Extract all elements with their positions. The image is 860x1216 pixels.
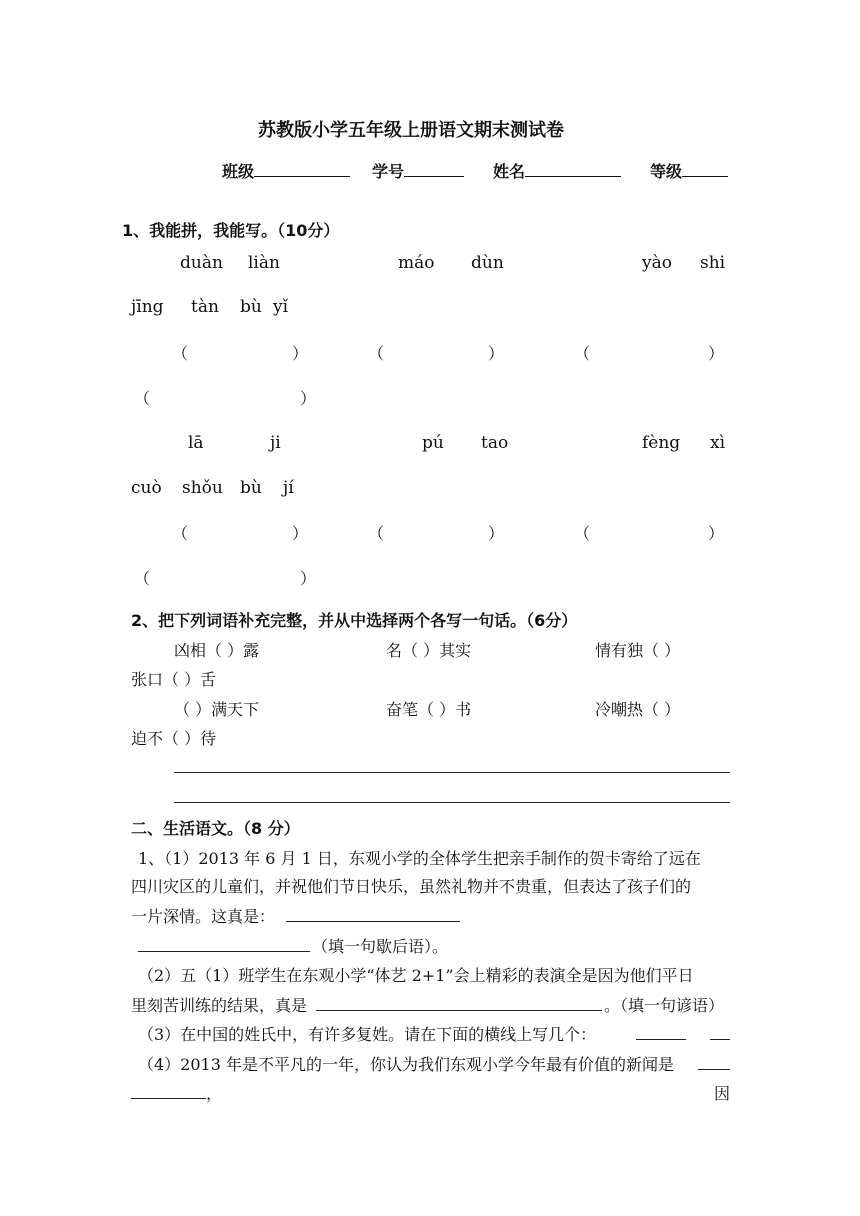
class-label: 班级 [222, 162, 255, 181]
pinyin: xì [710, 433, 726, 453]
pinyin: tàn [191, 297, 219, 317]
pinyin: bù [240, 297, 262, 317]
question-text: 四川灾区的儿童们，并祝他们节日快乐，虽然礼物并不贵重，但表达了孩子们的 [131, 877, 692, 896]
pinyin: tao [481, 433, 509, 453]
question-text: ， [206, 1084, 223, 1103]
pinyin: shǒu [182, 478, 223, 498]
pinyin: jīng [131, 297, 164, 317]
question-text: 里刻苦训练的结果，真是 [131, 996, 308, 1015]
pinyin: ji [270, 433, 281, 453]
section1-heading: 1、我能拼，我能写。（10分） [122, 221, 340, 240]
pinyin: cuò [131, 478, 162, 498]
answer-blank[interactable] [131, 1098, 206, 1099]
idiom-item: 奋笔（ ）书 [386, 700, 472, 719]
answer-paren-open: （ [574, 344, 591, 363]
answer-blank[interactable] [286, 921, 460, 922]
idiom-item: 迫不（ ）待 [131, 729, 217, 748]
question-text: （3）在中国的姓氏中，有许多复姓。请在下面的横线上写几个： [138, 1025, 597, 1044]
answer-paren-close: ） [292, 524, 309, 543]
answer-blank[interactable] [138, 951, 310, 952]
class-blank[interactable] [254, 159, 350, 177]
question-text: （4）2013 年是不平凡的一年，你认为我们东观小学今年最有价值的新闻是 [138, 1055, 674, 1074]
answer-paren-close: ） [300, 569, 317, 588]
answer-paren-close: ） [708, 344, 725, 363]
name-label: 姓名 [493, 162, 526, 181]
answer-paren-close: ） [488, 344, 505, 363]
answer-blank[interactable] [636, 1039, 686, 1040]
pinyin: lā [188, 433, 204, 453]
pinyin: bù [240, 478, 262, 498]
section3-heading: 二、生活语文。（8 分） [131, 819, 300, 838]
question-text: 因 [714, 1084, 731, 1103]
idiom-item: 冷嘲热（ ） [595, 700, 681, 719]
question-text: 一片深情。这真是： [131, 907, 276, 926]
answer-paren-close: ） [488, 524, 505, 543]
grade-label: 等级 [650, 162, 683, 181]
pinyin: liàn [248, 253, 280, 273]
answer-paren-open: （ [134, 569, 151, 588]
name-blank[interactable] [525, 159, 621, 177]
answer-paren-open: （ [172, 524, 189, 543]
pinyin: fèng [642, 433, 681, 453]
question-hint: 。（填一句谚语） [604, 996, 725, 1015]
answer-blank[interactable] [698, 1069, 730, 1070]
answer-paren-close: ） [292, 344, 309, 363]
answer-blank[interactable] [710, 1039, 730, 1040]
idiom-item: 情有独（ ） [595, 641, 681, 660]
question-text: 1、（1）2013 年 6 月 1 日，东观小学的全体学生把亲手制作的贺卡寄给了远在 [138, 849, 701, 868]
student-number-blank[interactable] [404, 159, 464, 177]
question-hint: （填一句歇后语）。 [312, 937, 449, 956]
answer-paren-close: ） [708, 524, 725, 543]
answer-paren-open: （ [574, 524, 591, 543]
idiom-item: 名（ ）其实 [386, 641, 472, 660]
pinyin: yào [642, 253, 672, 273]
answer-paren-open: （ [368, 344, 385, 363]
pinyin: máo [398, 253, 435, 273]
class-field[interactable] [222, 159, 350, 182]
answer-paren-open: （ [368, 524, 385, 543]
sentence-answer-line[interactable] [174, 772, 730, 773]
pinyin: jí [283, 478, 294, 498]
name-field[interactable] [493, 159, 621, 182]
sentence-answer-line[interactable] [174, 802, 730, 803]
page-title: 苏教版小学五年级上册语文期末测试卷 [258, 120, 564, 141]
pinyin: yǐ [273, 297, 289, 317]
section2-heading: 2、把下列词语补充完整，并从中选择两个各写一句话。（6分） [131, 611, 578, 630]
idiom-item: （ ）满天下 [174, 700, 260, 719]
pinyin: pú [422, 433, 444, 453]
answer-blank[interactable] [316, 1010, 602, 1011]
pinyin: shi [700, 253, 726, 273]
pinyin: duàn [180, 253, 223, 273]
answer-paren-open: （ [172, 344, 189, 363]
idiom-item: 张口（ ）舌 [131, 670, 217, 689]
answer-paren-close: ） [300, 389, 317, 408]
question-text: （2）五（1）班学生在东观小学“体艺 2+1”会上精彩的表演全是因为他们平日 [138, 966, 694, 985]
student-number-label: 学号 [372, 162, 405, 181]
grade-blank[interactable] [682, 159, 728, 177]
pinyin: dùn [471, 253, 504, 273]
idiom-item: 凶相（ ）露 [174, 641, 260, 660]
grade-field[interactable] [650, 159, 728, 182]
answer-paren-open: （ [134, 389, 151, 408]
student-number-field[interactable] [372, 159, 464, 182]
